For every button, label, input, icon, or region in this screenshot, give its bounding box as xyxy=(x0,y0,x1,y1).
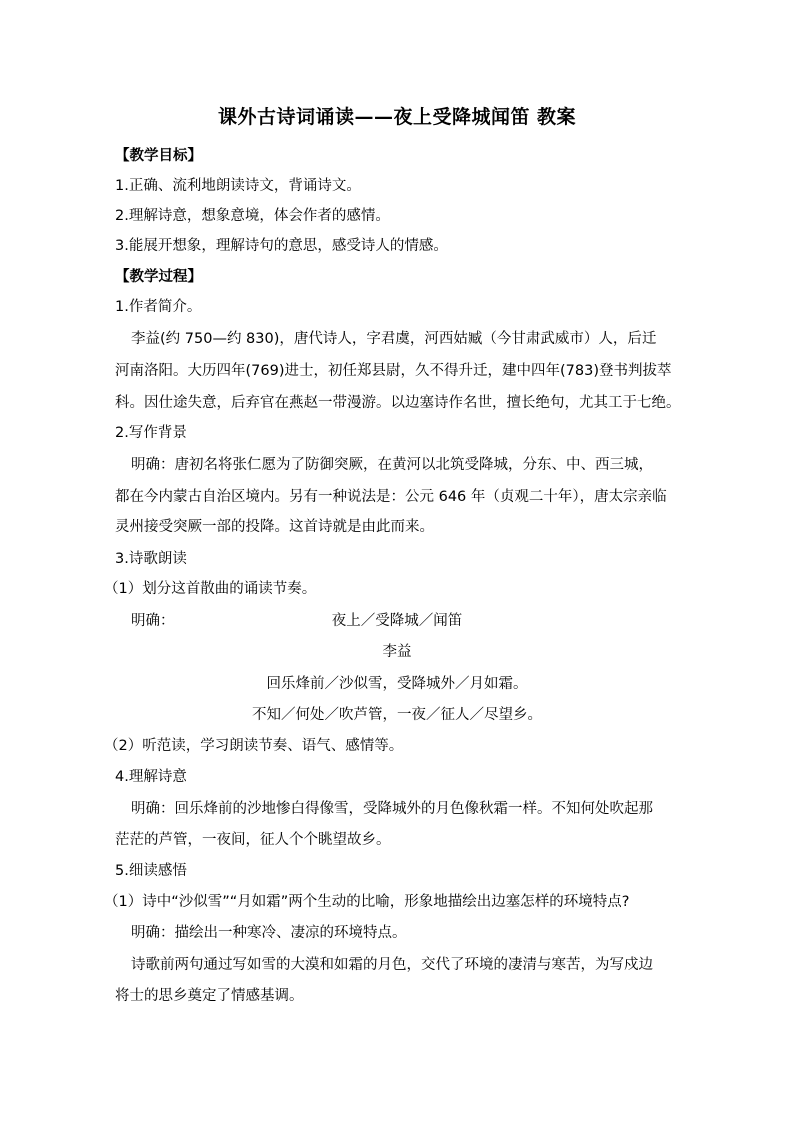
paragraph-line: 将士的思乡奠定了情感基调。 xyxy=(115,988,304,1004)
poem-line: 不知／何处／吹芦管，一夜／征人／尽望乡。 xyxy=(252,707,542,723)
goals-heading: 【教学目标】 xyxy=(115,148,202,164)
section-title-background: 2.写作背景 xyxy=(115,425,187,441)
process-heading: 【教学过程】 xyxy=(115,269,202,285)
goal-item: 1.正确、流利地朗读诗文，背诵诗文。 xyxy=(115,178,361,194)
paragraph-line: 灵州接受突厥一部的投降。这首诗就是由此而来。 xyxy=(115,519,434,535)
poem-line: 回乐烽前／沙似雪，受降城外／月如霜。 xyxy=(266,676,528,692)
poem-title: 夜上／受降城／闻笛 xyxy=(331,613,463,629)
paragraph-line: 科。因仕途失意，后弃官在燕赵一带漫游。以边塞诗作名世，擅长绝句，尤其工于七绝。 xyxy=(115,395,681,411)
answer-label: 明确： xyxy=(131,613,175,629)
paragraph-line: 李益(约 750—约 830)，唐代诗人，字君虞，河西姑臧（今甘肃武威市）人，后迁 xyxy=(131,331,657,347)
section-title-author: 1.作者简介。 xyxy=(115,299,202,315)
paragraph-line: 明确：回乐烽前的沙地惨白得像雪，受降城外的月色像秋霜一样。不知何处吹起那 xyxy=(131,801,653,817)
section-title-reading: 3.诗歌朗读 xyxy=(115,551,187,567)
paragraph-line: 茫茫的芦管，一夜间，征人个个眺望故乡。 xyxy=(115,832,391,848)
document-title: 课外古诗词诵读——夜上受降城闻笛 教案 xyxy=(217,106,577,128)
goal-item: 3.能展开想象，理解诗句的意思，感受诗人的情感。 xyxy=(115,238,448,254)
poem-author: 李益 xyxy=(382,644,412,660)
paragraph-line: 诗歌前两句通过写如雪的大漠和如霜的月色，交代了环境的凄清与寒苦，为写戍边 xyxy=(131,957,653,973)
answer-line: 明确：描绘出一种寒冷、凄凉的环境特点。 xyxy=(131,925,407,941)
goal-item: 2.理解诗意，想象意境，体会作者的感情。 xyxy=(115,208,390,224)
sub-question: （1）诗中“沙似雪”“月如霜”两个生动的比喻，形象地描绘出边塞怎样的环境特点? xyxy=(104,894,630,910)
section-title-analysis: 5.细读感悟 xyxy=(115,863,187,879)
section-title-meaning: 4.理解诗意 xyxy=(115,769,187,785)
sub-question: （2）听范读，学习朗读节奏、语气、感情等。 xyxy=(104,738,404,754)
paragraph-line: 都在今内蒙古自治区境内。另有一种说法是：公元 646 年（贞观二十年），唐太宗亲临 xyxy=(115,489,667,505)
paragraph-line: 明确：唐初名将张仁愿为了防御突厥，在黄河以北筑受降城，分东、中、西三城， xyxy=(131,457,653,473)
paragraph-line: 河南洛阳。大历四年(769)进士，初任郑县尉，久不得升迁，建中四年(783)登书判拔萃 xyxy=(115,363,672,379)
sub-question: （1）划分这首散曲的诵读节奏。 xyxy=(104,581,317,597)
